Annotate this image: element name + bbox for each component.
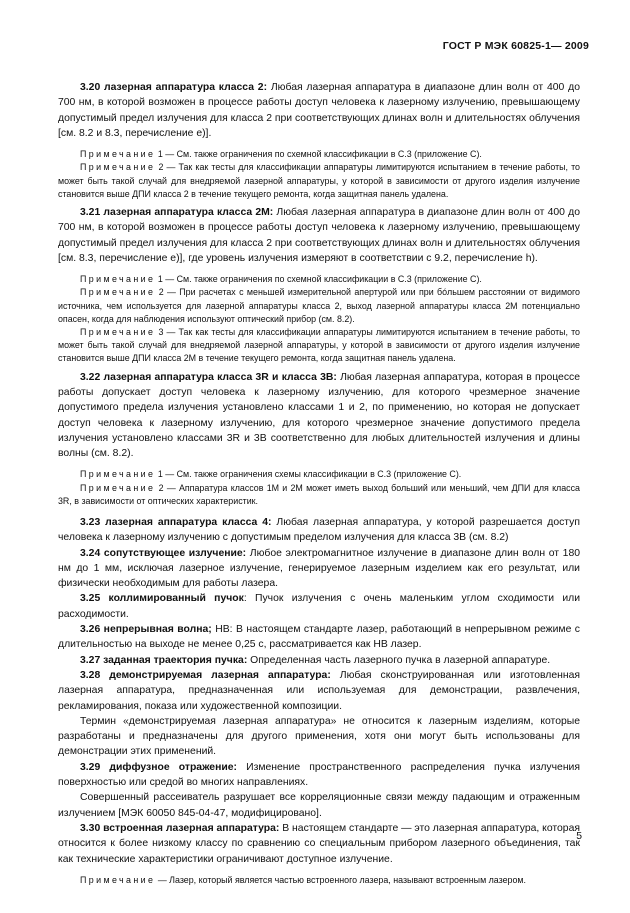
note [58, 482, 580, 508]
term: 3.30 встроенная лазерная аппаратура: [80, 822, 280, 834]
note-label: Примечание [80, 162, 156, 173]
term: 3.27 заданная траектория пучка: [80, 654, 248, 666]
note [58, 468, 580, 481]
definition-3-26 [58, 622, 580, 653]
definition-text: Любая лазерная аппаратура, которая в процессе работы допускает доступ человека к лазерному излучению, для которого чрезмерное значение допустимого предела излучения установлено классами 1 и 2, по применению, но которая не допускает доступ человека к лазерному излучению, для которого чрезмерное значение допустимого предела излучения установлено классами 3R и 3В соответственно для любых длительностей излучения и длины волны (см. 8.2). [58, 371, 581, 460]
definition-3-24 [58, 546, 580, 592]
definition-text: Термин «демонстрируемая лазерная аппаратура» не относится к лазерным изделиям, которые разработаны и предназначены для другого применения, хотя они могут быть использованы для демонстрации этих применений. [58, 715, 580, 758]
definition-text: : Пучок излучения с очень маленьким углом сходимости или расходимости. [58, 593, 581, 620]
definition-text: Совершенный рассеиватель разрушает все корреляционные связи между падающим и отраженным излучением [МЭК 60050 845-04-47, модифицировано]. [58, 792, 580, 819]
definition-3-29 [58, 760, 580, 791]
definition-3-30 [58, 821, 580, 867]
definition-3-23 [58, 515, 580, 546]
note [58, 161, 580, 201]
definition-3-29-continued [58, 790, 580, 821]
note-label: Примечание [80, 874, 156, 885]
note [58, 286, 580, 326]
note-label: Примечание [80, 469, 156, 480]
term: 3.26 непрерывная волна; [80, 624, 212, 636]
note-label: Примечание [80, 149, 156, 160]
note [58, 148, 580, 161]
definition-text: НВ: В настоящем стандарте лазер, работающий в непрерывном режиме с длительностью на выходе не менее 0,25 с, рассматривается как НВ лазер. [58, 624, 580, 651]
note-label: Примечание [80, 482, 156, 493]
term: 3.29 диффузное отражение: [80, 761, 237, 773]
definition-text: Определенная часть лазерного пучка в лазерной аппаратуре. [247, 654, 551, 666]
term: 3.28 демонстрируемая лазерная аппаратура: [80, 669, 331, 681]
definition-3-22 [58, 370, 580, 462]
term: 3.20 лазерная аппаратура класса 2: [80, 82, 268, 93]
page-number: 5 [576, 831, 582, 842]
definition-3-28 [58, 668, 580, 714]
note-text: 1 — См. также ограничения по схемной классификации в С.3 (приложение С). [155, 274, 482, 285]
definition-3-27 [58, 653, 580, 668]
term: 3.21 лазерная аппаратура класса 2М: [80, 207, 274, 218]
note-text: — Лазер, который является частью встроенного лазера, называют встроенным лазером. [155, 874, 526, 885]
definition-text: Любое электромагнитное излучение в диапазоне длин волн от 180 нм до 1 мм, исключая лазерное излучение, генерируемое лазерным изделием как его результат, или физически необходимым для работы лазера. [58, 547, 581, 590]
definition-3-21 [58, 205, 580, 266]
term: 3.25 коллимированный пучок [80, 593, 244, 605]
document-body [58, 80, 580, 887]
definition-3-28-continued [58, 714, 580, 760]
definition-3-20 [58, 80, 580, 141]
note-label: Примечание [80, 287, 156, 298]
note-text: 1 — См. также ограничения по схемной классификации в С.3 (приложение С). [155, 149, 482, 160]
note [58, 326, 580, 366]
definition-text: Любая лазерная аппаратура, у которой разрешается доступ человека к лазерному излучению с допустимым пределом излучения для класса 3В (см. 8.2) [58, 517, 580, 544]
definition-text: В настоящем стандарте — это лазерная аппаратура, которая относится к более низкому классу по сравнению со специальным прибором лазерного объединения, так как технические характеристики ограничивают доступное излучение. [58, 822, 580, 865]
note-text: 2 — Так как тесты для классификации аппаратуры лимитируются испытанием в течение работы, то может быть такой случай для внедряемой лазерной аппаратуры, у которой в зависимости от другого изделия излучение становится выше ДПИ класса 2 в течение текущего ремонта, когда защитная панель удалена. [58, 162, 580, 199]
note-label: Примечание [80, 274, 156, 285]
note-label: Примечание [80, 327, 156, 337]
definition-text: Любая лазерная аппаратура в диапазоне длин волн от 400 до 700 нм, в которой возможен в процессе работы доступ человека к лазерному излучению, превышающему допустимый предел излучения для класса 2 при соответствующих длинах волн и длительностях облучения [см. 8.2 и 8.3, перечисление e)]. [58, 82, 580, 139]
term: 3.23 лазерная аппаратура класса 4: [80, 517, 272, 528]
definition-text: Любая сконструированная или изготовленная лазерная аппаратура, предназначенная или используемая для демонстрации, развлечения, рекламирования, показа или художественной композиции. [58, 669, 580, 712]
definition-3-25 [58, 591, 580, 622]
term: 3.24 сопутствующее излучение: [80, 547, 247, 559]
note-text: 3 — Так как тесты для классификации аппаратуры лимитируются испытанием в течение работы, то может быть такой случай для внедряемой лазерной аппаратуры, у которой в зависимости от другого изделия излучение становится выше ДПИ класса 2М в течение текущего ремонта, когда защитная панель удалена. [58, 327, 580, 364]
note [58, 874, 580, 887]
note-text: 2 — Аппаратура классов 1М и 2М может иметь выход больший или меньший, чем ДПИ для класса 3R, в зависимости от оптических характеристик. [58, 482, 580, 506]
standard-header: ГОСТ Р МЭК 60825-1— 2009 [442, 40, 589, 52]
term: 3.22 лазерная аппаратура класса 3R и класса 3В: [80, 371, 337, 383]
note [58, 273, 580, 286]
definition-text: Изменение пространственного распределения пучка излучения поверхностью или средой во многих направлениях. [58, 761, 580, 789]
definition-text: Любая лазерная аппаратура в диапазоне длин волн от 400 до 700 нм, в которой возможен в процессе работы доступ человека к лазерному излучению, превышающему допустимый предел излучения для класса 2 при соответствующих длинах волн и длительностях облучения [см. 8.3, перечисление e)], где уровень излучения измеряют в соответствии с 9.2, перечисление h). [58, 207, 580, 264]
note-text: 2 — При расчетах с меньшей измерительной апертурой или при бóльшем расстоянии от видимого источника, чем используется для лазерной аппаратуры класса 2, выход лазерной аппаратуры класса 2М потенциально опасен, когда для наблюдения используют оптический прибор (см. 8.2). [58, 287, 580, 324]
note-text: 1 — См. также ограничения схемы классификации в С.3 (приложение С). [155, 469, 462, 480]
